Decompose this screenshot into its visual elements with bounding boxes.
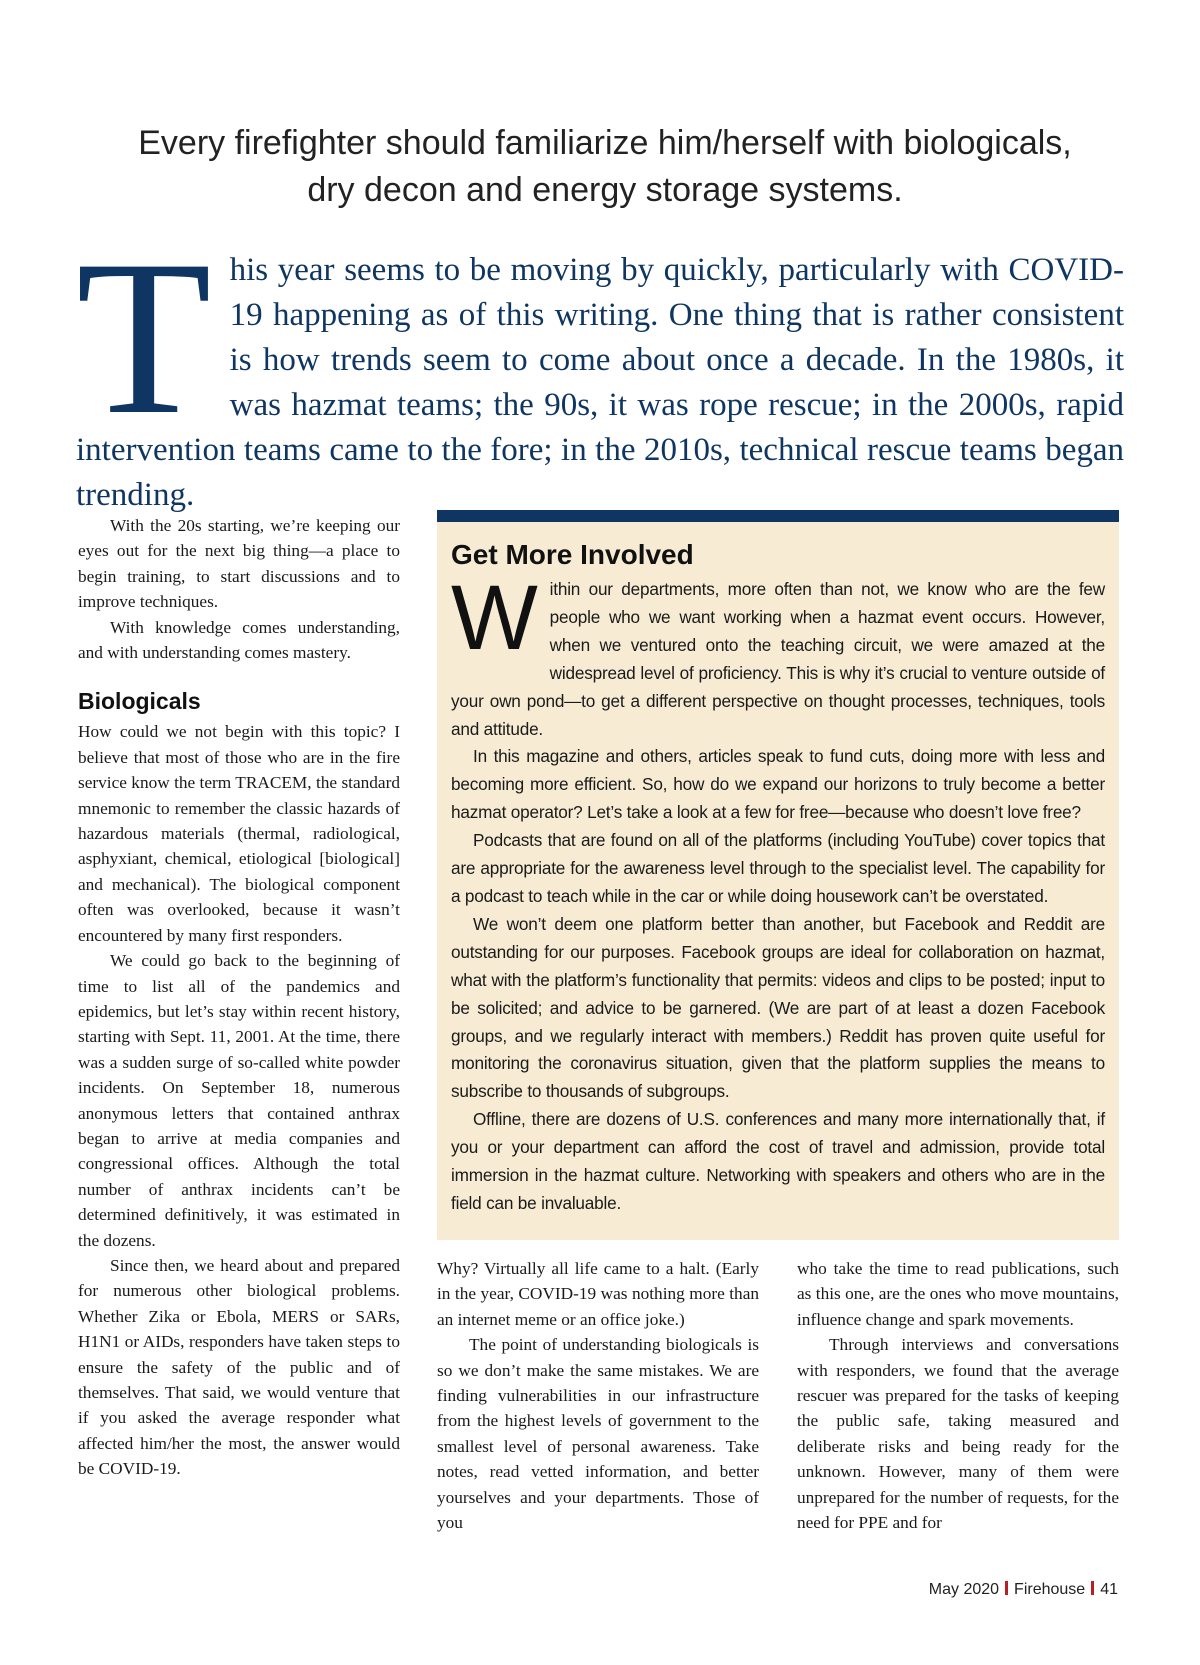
body-paragraph: We could go back to the beginning of time to list all of the pandemics and epidemics, but let’s stay within recent history, starting with Sept. 11, 2001. At the time, there was a sudden surge of so-called white powder incidents. On September 18, numerous anonymous letters that contained anthrax began to arrive at media companies and congressional offices. Although the total number of anthrax incidents can’t be determined definitively, it was estimated in the dozens. — [78, 951, 400, 1250]
deck-subtitle — [80, 120, 1130, 214]
sidebar-paragraph: In this magazine and others, articles speak to fund cuts, doing more with less and becoming more efficient. So, how do we expand our horizons to truly become a better hazmat operator? Let’s take a look at a few for free—because who doesn’t love free? — [451, 746, 1105, 823]
body-paragraph: Since then, we heard about and prepared for numerous other biological problems. Whether Zika or Ebola, MERS or SARs, H1N1 or AIDs, responders have taken steps to ensure the safety of the public and of themselves. That said, we would venture that if you asked the average responder what affected him/her the most, the answer would be COVID-19. — [78, 1255, 400, 1479]
footer-page-number: 41 — [1100, 1581, 1118, 1598]
sidebar-get-more-involved — [437, 510, 1119, 1240]
section-heading-biologicals: Biologicals — [78, 688, 201, 715]
sidebar-paragraph: Podcasts that are found on all of the platforms (including YouTube) cover topics that are appropriate for the awareness level through to the specialist level. The capability for a podcast to teach while in the car or while doing housework can’t be overstated. — [451, 830, 1105, 906]
column-left — [78, 513, 400, 1482]
lede-dropcap: T — [76, 215, 212, 461]
sidebar-body — [451, 567, 1105, 1218]
footer-separator — [1091, 1581, 1094, 1595]
deck-line-2: dry decon and energy storage systems. — [307, 171, 903, 209]
footer-separator — [1005, 1581, 1008, 1595]
sidebar-dropcap: W — [451, 567, 538, 669]
sidebar-paragraph: We won’t deem one platform better than another, but Facebook and Reddit are outstanding for our purposes. Facebook groups are ideal for collaboration on hazmat, what with the platform’s functionality that permits: videos and clips to be posted; input to be solicited; and advice to be garnered. (We are part of at least a dozen Facebook groups, and we regularly interact with members.) Reddit has proven quite useful for monitoring the coronavirus situation, given that the platform supplies the means to subscribe to thousands of subgroups. — [451, 913, 1105, 1102]
lede-text: his year seems to be moving by quickly, particularly with COVID-19 happening as of this writing. One thing that is rather consistent is how trends seem to come about once a decade. In the 1980s, it was hazmat teams; the 90s, it was rope rescue; in the 2000s, rapid intervention teams came to the fore; in the 2010s, technical rescue teams began trending. — [76, 252, 1124, 513]
footer-magazine: Firehouse — [1014, 1581, 1086, 1598]
sidebar-paragraph-text: ithin our departments, more often than not, we know who are the few people who we want working when a hazmat event occurs. However, when we ventured onto the teaching circuit, we were amazed at the widespread level of proficiency. This is why it’s crucial to venture outside of your own pond—to get a different perspective on thought processes, techniques, tools and attitude. — [451, 579, 1105, 739]
body-paragraph: The point of understanding biologicals is so we don’t make the same mistakes. We are finding vulnerabilities in our infrastructure from the highest levels of government to the smallest level of personal awareness. Take notes, read vetted information, and better yourselves and your departments. Those of you — [437, 1335, 759, 1533]
column-right — [797, 1256, 1119, 1535]
body-paragraph: With knowledge comes understanding, and with understanding comes mastery. — [78, 617, 400, 663]
sidebar-title: Get More Involved — [451, 539, 694, 570]
body-paragraph: With the 20s starting, we’re keeping our eyes out for the next big thing—a place to begin training, to start discussions and to improve techniques. — [78, 516, 400, 612]
sidebar-paragraph: Offline, there are dozens of U.S. conferences and many more internationally that, if you or your department can afford the cost of travel and admission, provide total immersion in the hazmat culture. Networking with speakers and others who are in the field can be invaluable. — [451, 1109, 1105, 1213]
body-paragraph: who take the time to read publications, such as this one, are the ones who move mountains, influence change and spark movements. — [797, 1259, 1119, 1329]
page-footer — [929, 1581, 1118, 1599]
deck-line-1: Every firefighter should familiarize him/herself with biologicals, — [138, 124, 1072, 162]
sidebar-paragraph — [451, 567, 1105, 743]
lede-paragraph — [76, 215, 1124, 518]
body-paragraph: How could we not begin with this topic? I believe that most of those who are in the fire service know the term TRACEM, the standard mnemonic to remember the classic hazards of hazardous materials (thermal, radiological, asphyxiant, chemical, etiological [biological] and mechanical). The biological component often was overlooked, because it wasn’t encountered by many first responders. — [78, 722, 400, 945]
body-paragraph: Why? Virtually all life came to a halt. (Early in the year, COVID-19 was nothing more than an internet meme or an office joke.) — [437, 1259, 759, 1329]
column-middle — [437, 1256, 759, 1535]
footer-date: May 2020 — [928, 1581, 1000, 1598]
body-paragraph: Through interviews and conversations with responders, we found that the average rescuer was prepared for the tasks of keeping the public safe, taking measured and deliberate risks and being ready for the unknown. However, many of them were unprepared for the number of requests, for the need for PPE and for — [797, 1335, 1119, 1533]
